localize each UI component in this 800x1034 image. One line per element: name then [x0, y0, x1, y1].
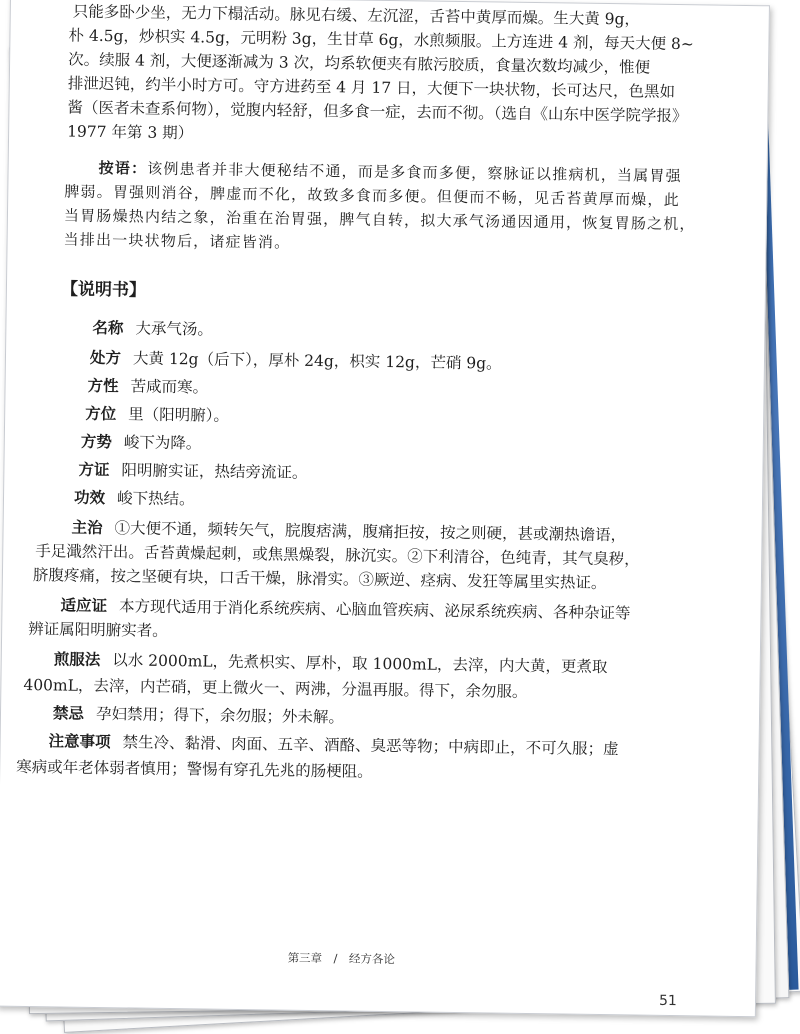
commentary-label: 按语：	[98, 158, 148, 178]
application-line-1: 适应证 本方现代适用于消化系统疾病、心脑血管疾病、泌尿系统疾病、各种杂证等	[60, 596, 631, 623]
application-line: 辨证属阳明腑实者。	[28, 620, 168, 640]
case-text-line: 次。续服 4 剂，大便逐渐减为 3 次，均系软便夹有脓污胶质，食量次数均减少，惟便	[68, 50, 651, 77]
case-text-line: 排泄迟钝，约半小时方可。守方进药至 4 月 17 日，大便下一块状物，长可达尺，色黑如	[67, 74, 676, 101]
manual-entry-syndrome: 方证 阳明腑实证，热结旁流证。	[78, 460, 308, 482]
case-text-line: 1977 年第 3 期）	[67, 122, 194, 143]
indication-line-1: 主治 ①大便不通，频转矢气，脘腹痞满，腹痛拒按，按之则硬，甚或潮热谵语，	[71, 518, 627, 545]
case-text-line: 只能多卧少坐，无力下榻活动。脉见右缓、左沉涩，舌苔中黄厚而燥。生大黄 9g，	[72, 2, 641, 29]
manual-entry-tendency: 方势 峻下为降。	[80, 432, 202, 453]
section-title: 【说明书】	[60, 279, 147, 301]
indication-line: 脐腹疼痛，按之坚硬有块，口舌干燥，脉滑实。③厥逆、痉病、发狂等属里实热证。	[32, 566, 607, 593]
page-number: 51	[658, 992, 677, 1010]
cautions-line-1: 注意事项 禁生冷、黏滑、肉面、五辛、酒酪、臭恶等物；中病即止，不可久服；虚	[48, 732, 619, 759]
case-text-line: 酱（医者未查系何物），觉腹内轻舒，但多食一症，去而不彻。（选自《山东中医学院学报》	[67, 98, 688, 126]
page-footer-chapter: 第三章 / 经方各论	[287, 950, 396, 967]
page-content	[16, 0, 763, 781]
manual-entry-prescription: 处方 大黄 12g（后下），厚朴 24g，枳实 12g，芒硝 9g。	[89, 348, 502, 373]
manual-entry-name: 名称 大承气汤。	[92, 318, 214, 339]
contraindication-line: 禁忌 孕妇禁用；得下，余勿服；外未解。	[52, 704, 345, 727]
indication-line: 手足濈然汗出。舌苔黄燥起刺，或焦黑燥裂，脉沉实。②下利清谷，色纯青，其气臭秽，	[35, 542, 640, 569]
commentary-line-1: 按语：该例患者并非大便秘结不通，而是多食而多便，察脉证以推病机，当属胃强	[98, 158, 682, 186]
decoction-line: 400mL，去滓，内芒硝，更上微火一、两沸，分温再服。得下，余勿服。	[23, 675, 528, 701]
commentary-line: 当胃肠燥热内结之象，治重在治胃强，脾气自转，拟大承气汤通因通用，恢复胃肠之机，	[63, 206, 696, 234]
manual-entry-nature: 方性 苦咸而寒。	[87, 376, 209, 397]
cautions-line: 寒病或年老体弱者慎用；警惕有穿孔先兆的肠梗阻。	[16, 757, 373, 781]
decoction-line-1: 煎服法 以水 2000mL，先煮枳实、厚朴，取 1000mL，去滓，内大黄，更煮取	[53, 650, 608, 677]
commentary-line: 脾弱。胃强则消谷，脾虚而不化，故致多食而多便。但便而不畅，见舌苔黄厚而燥，此	[64, 182, 680, 210]
commentary-line: 当排出一块状物后，诸症皆消。	[63, 230, 291, 252]
manual-entry-location: 方位 里（阳明腑）。	[85, 404, 230, 425]
manual-entry-efficacy: 功效 峻下热结。	[73, 488, 195, 509]
case-text-line: 朴 4.5g，炒枳实 4.5g，元明粉 3g，生甘草 6g，水煎频服。上方连进 4 剂，每天大便 8~	[68, 26, 694, 54]
